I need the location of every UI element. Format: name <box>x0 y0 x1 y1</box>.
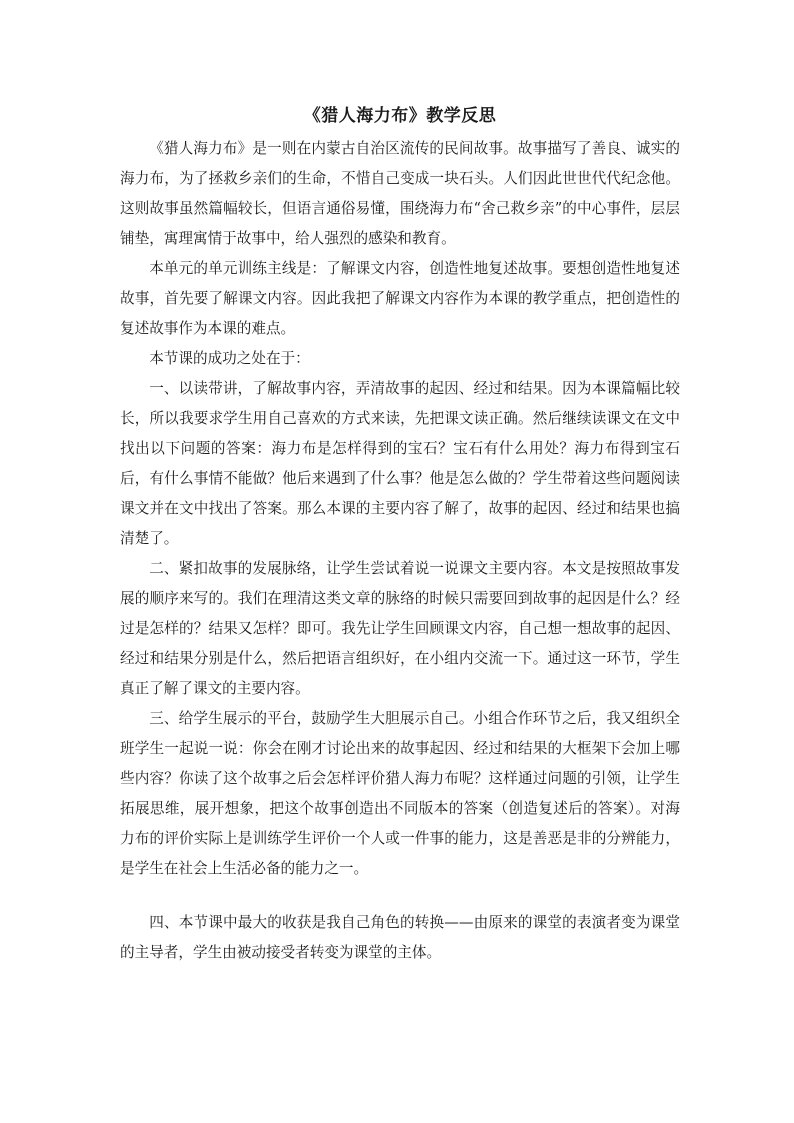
paragraph-point-four: 四、本节课中最大的收获是我自己角色的转换——由原来的课堂的表演者变为课堂的主导者，学生由被动接受者转变为课堂的主体。 <box>120 914 680 961</box>
paragraph-spacer <box>120 884 680 908</box>
paragraph-intro: 《猎人海力布》是一则在内蒙古自治区流传的民间故事。故事描写了善良、诚实的海力布，为了拯救乡亲们的生命，不惜自己变成一块石头。人们因此世世代代纪念他。这则故事虽然篇幅较长，但语言通俗易懂，围绕海力布“舍己救乡亲”的中心事件，层层铺垫，寓理寓情于故事中，给人强烈的感染和教育。 <box>120 140 680 247</box>
document-page <box>120 100 680 968</box>
document-title: 《猎人海力布》教学反思 <box>303 106 497 126</box>
paragraph-point-three: 三、给学生展示的平台，鼓励学生大胆展示自己。小组合作环节之后，我又组织全班学生一起说一说：你会在刚才讨论出来的故事起因、经过和结果的大框架下会加上哪些内容？你读了这个故事之后会怎样评价猎人海力布呢？这样通过问题的引领，让学生拓展思维，展开想象，把这个故事创造出不同版本的答案（创造复述后的答案）。对海力布的评价实际上是训练学生评价一个人或一件事的能力，这是善恶是非的分辨能力，是学生在社会上生活必备的能力之一。 <box>120 710 680 877</box>
paragraph-unit-goal: 本单元的单元训练主线是：了解课文内容，创造性地复述故事。要想创造性地复述故事，首先要了解课文内容。因此我把了解课文内容作为本课的教学重点，把创造性的复述故事作为本课的难点。 <box>120 260 680 337</box>
paragraph-point-one: 一、以读带讲，了解故事内容，弄清故事的起因、经过和结果。因为本课篇幅比较长，所以我要求学生用自己喜欢的方式来读，先把课文读正确。然后继续读课文在文中找出以下问题的答案：海力布是怎样得到的宝石？宝石有什么用处？海力布得到宝石后，有什么事情不能做？他后来遇到了什么事？他是怎么做的？学生带着这些问题阅读课文并在文中找出了答案。那么本课的主要内容了解了，故事的起因、经过和结果也搞清楚了。 <box>120 380 680 547</box>
paragraph-success-heading: 本节课的成功之处在于： <box>149 350 310 367</box>
paragraph-point-two: 二、紧扣故事的发展脉络，让学生尝试着说一说课文主要内容。本文是按照故事发展的顺序来写的。我们在理清这类文章的脉络的时候只需要回到故事的起因是什么？经过是怎样的？结果又怎样？即可。我先让学生回顾课文内容，自己想一想故事的起因、经过和结果分别是什么，然后把语言组织好，在小组内交流一下。通过这一环节，学生真正了解了课文的主要内容。 <box>120 560 680 697</box>
